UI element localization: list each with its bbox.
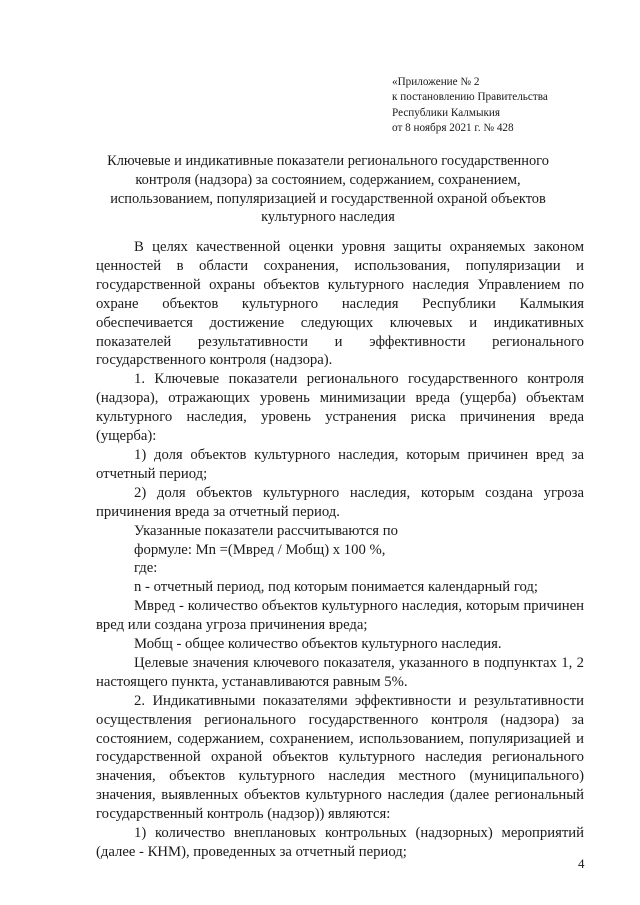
annex-header (392, 75, 622, 137)
annex-line: «Приложение № 2 (392, 76, 480, 88)
definition-mobsh: Мобщ - общее количество объектов культурного наследия. (134, 636, 502, 653)
document-title (90, 152, 566, 227)
calc-intro-line: Указанные показатели рассчитываются по (134, 522, 398, 539)
annex-line: от 8 ноября 2021 г. № 428 (392, 122, 514, 135)
annex-line: к постановлению Правительства (392, 91, 548, 104)
definition-n: n - отчетный период, под которым понимается календарный год; (134, 579, 538, 596)
section-2-paragraph: 2. Индикативными показателями эффективности и результативности осуществления регионального государственного контроля (надзора) за состоянием, содержанием, сохранением, использованием, популяризацией и государственной охраной объектов культурного наследия регионального значения, объектов культурного наследия местного (муниципального) значения, выявленных объектов культурного наследия (далее региональный государственный контроль (надзор)) являются: (96, 692, 584, 823)
annex-line: Республики Калмыкия (392, 106, 501, 119)
document-body (96, 238, 584, 862)
section-1-paragraph: 1. Ключевые показатели регионального государственного контроля (надзора), отражающих уровень минимизации вреда (ущерба) объектам культурного наследия, уровень устранения риска причинения вреда (ущерба): (96, 371, 584, 445)
title-line: использованием, популяризацией и государственной охраной объектов (110, 190, 546, 207)
page-number: 4 (578, 856, 585, 871)
title-line: культурного наследия (261, 209, 395, 226)
definition-mvred: Мвред - количество объектов культурного наследия, которым причинен вред или создана угроза причинения вреда; (96, 598, 584, 634)
target-paragraph: Целевые значения ключевого показателя, указанного в подпунктах 1, 2 настоящего пункта, устанавливаются равным 5%. (96, 654, 584, 690)
list-item: 1) доля объектов культурного наследия, которым причинен вред за отчетный период; (96, 446, 584, 482)
list-item: 1) количество внеплановых контрольных (надзорных) мероприятий (далее - КНМ), проведенных за отчетный период; (96, 825, 584, 860)
title-line: контроля (надзора) за состоянием, содержанием, сохранением, (135, 171, 521, 188)
where-line: где: (134, 560, 158, 577)
formula-line: формуле: Мn =(Мвред / Мобщ) х 100 %, (134, 541, 386, 558)
intro-paragraph: В целях качественной оценки уровня защиты охраняемых законом ценностей в области сохранения, использования, популяризации и государственной охраны объектов культурного наследия Управлением по охране объектов культурного наследия Республики Калмыкия обеспечивается достижение следующих ключевых и индикативных показателей результативности и эффективности регионального государственного контроля (надзора). (96, 239, 584, 369)
list-item: 2) доля объектов культурного наследия, которым создана угроза причинения вреда за отчетный период. (96, 484, 584, 520)
title-line: Ключевые и индикативные показатели регионального государственного (107, 153, 549, 169)
